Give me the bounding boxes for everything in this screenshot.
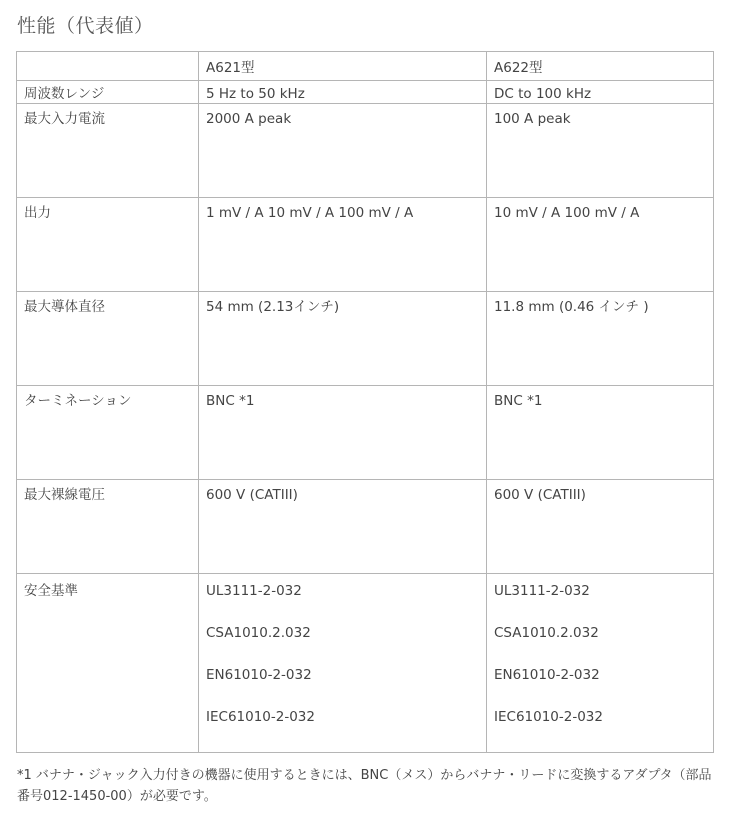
row-label: 最大入力電流 <box>17 104 199 198</box>
table-row <box>17 292 714 386</box>
row-label: 出力 <box>17 198 199 292</box>
spec-table <box>16 51 714 753</box>
standard-item: EN61010-2-032 <box>494 667 600 683</box>
table-row <box>17 386 714 480</box>
standard-item: UL3111-2-032 <box>206 583 302 599</box>
cell-a621: 600 V (CATIII) <box>199 480 487 574</box>
cell-a621-standards <box>199 574 487 753</box>
cell-a622: DC to 100 kHz <box>487 81 714 104</box>
row-label: 最大裸線電圧 <box>17 480 199 574</box>
table-row-standards <box>17 574 714 753</box>
row-label: 安全基準 <box>17 574 199 753</box>
cell-a622: 11.8 mm (0.46 インチ ) <box>487 292 714 386</box>
standard-item: IEC61010-2-032 <box>206 709 315 725</box>
cell-a621: 54 mm (2.13インチ) <box>199 292 487 386</box>
header-model-a621: A621型 <box>199 52 487 81</box>
standard-item: IEC61010-2-032 <box>494 709 603 725</box>
standard-item: UL3111-2-032 <box>494 583 590 599</box>
cell-a622: 100 A peak <box>487 104 714 198</box>
row-label: 最大導体直径 <box>17 292 199 386</box>
footnote: *1 バナナ・ジャック入力付きの機器に使用するときには、BNC（メス）からバナナ・リードに変換するアダプタ（部品番号012-1450-00）が必要です。 <box>17 768 712 804</box>
header-model-a622: A622型 <box>487 52 714 81</box>
row-label: 周波数レンジ <box>17 81 199 104</box>
table-row <box>17 104 714 198</box>
header-empty-cell <box>17 52 199 81</box>
cell-a621: BNC *1 <box>199 386 487 480</box>
standard-item: CSA1010.2.032 <box>206 625 311 641</box>
table-header-row <box>17 52 714 81</box>
cell-a622: 10 mV / A 100 mV / A <box>487 198 714 292</box>
section-title: 性能（代表値） <box>17 15 154 37</box>
cell-a622-standards <box>487 574 714 753</box>
cell-a621: 2000 A peak <box>199 104 487 198</box>
table-row <box>17 480 714 574</box>
standard-item: CSA1010.2.032 <box>494 625 599 641</box>
standard-item: EN61010-2-032 <box>206 667 312 683</box>
cell-a622: 600 V (CATIII) <box>487 480 714 574</box>
cell-a622: BNC *1 <box>487 386 714 480</box>
row-label: ターミネーション <box>17 386 199 480</box>
cell-a621: 1 mV / A 10 mV / A 100 mV / A <box>199 198 487 292</box>
table-row <box>17 81 714 104</box>
table-row <box>17 198 714 292</box>
cell-a621: 5 Hz to 50 kHz <box>199 81 487 104</box>
